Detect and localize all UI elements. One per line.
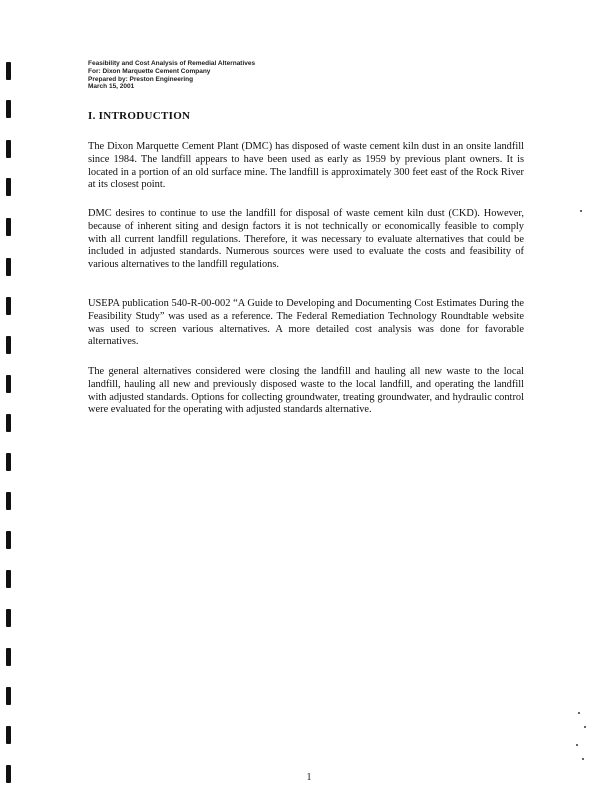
- binding-mark: [6, 100, 11, 118]
- scan-speck: [582, 758, 584, 760]
- binding-mark: [6, 648, 11, 666]
- binding-mark: [6, 726, 11, 744]
- binding-mark: [6, 140, 11, 158]
- binding-mark: [6, 375, 11, 393]
- scan-speck: [576, 744, 578, 746]
- binding-mark: [6, 336, 11, 354]
- binding-mark: [6, 453, 11, 471]
- binding-mark: [6, 492, 11, 510]
- header-date: March 15, 2001: [88, 83, 135, 91]
- paragraph-2: DMC desires to continue to use the landfill for disposal of waste cement kiln dust (CKD). However, because of inherent siting and design factors it is not technically or economically feasible to comply with all current landfill regulations. Therefore, it was necessary to evaluate alternatives that could be included in adjusted standards. Numerous sources were used to evaluate the costs and feasibility of various alternatives to the landfill regulations.: [88, 208, 524, 271]
- binding-mark: [6, 414, 11, 432]
- paragraph-3: USEPA publication 540-R-00-002 “A Guide to Developing and Documenting Cost Estimates During the Feasibility Study” was used as a reference. The Federal Remediation Technology Roundtable website was used to screen various alternatives. A more detailed cost analysis was done for favorable alternatives.: [88, 298, 524, 348]
- header-client: For: Dixon Marquette Cement Company: [88, 67, 211, 75]
- binding-mark: [6, 258, 11, 276]
- binding-mark: [6, 178, 11, 196]
- header-preparer: Prepared by: Preston Engineering: [88, 75, 194, 83]
- scan-speck: [580, 210, 582, 212]
- binding-mark: [6, 297, 11, 315]
- binding-mark: [6, 218, 11, 236]
- scan-speck: [578, 712, 580, 714]
- binding-mark: [6, 609, 11, 627]
- header-report-title: Feasibility and Cost Analysis of Remedial Alternatives: [88, 60, 256, 67]
- paragraph-4: The general alternatives considered were closing the landfill and hauling all new waste to the local landfill, hauling all new and previously disposed waste to the local landfill, and operating the landfill with adjusted standards. Options for collecting groundwater, treating groundwater, and hydraulic control were evaluated for the operating with adjusted standards alternative.: [88, 366, 524, 416]
- binding-mark: [6, 570, 11, 588]
- page-number: 1: [306, 772, 312, 783]
- document-header: [88, 60, 255, 91]
- section-heading: I. INTRODUCTION: [88, 110, 191, 122]
- binding-mark: [6, 62, 11, 80]
- binding-mark: [6, 687, 11, 705]
- paragraph-1: The Dixon Marquette Cement Plant (DMC) has disposed of waste cement kiln dust in an onsite landfill since 1984. The landfill appears to have been used as early as 1959 by previous plant owners. It is located in a portion of an old surface mine. The landfill is approximately 300 feet east of the Rock River at its closest point.: [88, 141, 524, 191]
- binding-mark: [6, 531, 11, 549]
- scan-speck: [584, 726, 586, 728]
- page-number-footer: [0, 772, 612, 783]
